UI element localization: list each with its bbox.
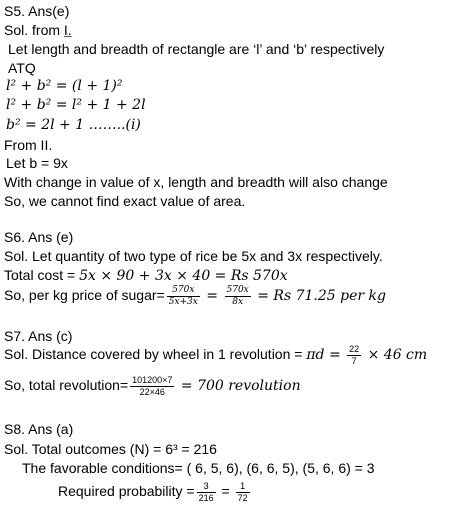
s6-cost-label: Total cost =: [4, 267, 80, 283]
s6-fraction-1: [167, 285, 200, 308]
s6-price-label: So, per kg price of sugar=: [4, 287, 165, 303]
s8-prob-label: Required probability =: [58, 483, 195, 499]
s6-heading: S6. Ans (e): [4, 229, 74, 245]
s8-fraction-1-den: 216: [198, 492, 214, 503]
s8-fraction-2: [236, 481, 250, 504]
s5-let-b: Let b = 9x: [6, 155, 68, 171]
s5-eq2: l² + b² = l² + 1 + 2l: [6, 97, 146, 113]
s6-price-result: Rs 71.25 per kg: [273, 288, 386, 304]
s7-fraction-1-den: 7: [351, 355, 357, 366]
s8-probability-line: Required probability = $\frac{3}{216}$ = $\frac{1}{72}$: [58, 480, 248, 503]
s8-heading: S8. Ans (a): [4, 421, 74, 437]
s7-fraction-1: [347, 344, 361, 367]
s8-fraction-2-den: 72: [237, 492, 248, 503]
s5-eq1: l² + b² = (l + 1)²: [6, 78, 123, 94]
s5-line3: So, we cannot find exact value of area.: [4, 193, 246, 209]
s7-revolution-line: [4, 370, 301, 401]
s7-fraction-2-num: 101200×7: [132, 374, 173, 385]
s7-rev-result: = 700 revolution: [176, 378, 301, 394]
s8-line1: Sol. Total outcomes (N) = 6³ = 216: [4, 441, 217, 457]
s6-fraction-2-den: 8x: [232, 296, 244, 307]
s7-expr1: πd =: [306, 347, 346, 363]
s8-line2: The favorable conditions= ( 6, 5, 6), (6, 6, 5), (5, 6, 6) = 3: [22, 460, 375, 476]
s6-fraction-2-num: 570x: [226, 284, 249, 295]
s7-line1: Sol. Distance covered by wheel in 1 revolution =: [4, 346, 307, 362]
s5-heading: S5. Ans(e): [4, 3, 70, 19]
s5-sol-line: [4, 21, 72, 39]
s7-fraction-1-num: 22: [349, 343, 360, 354]
s5-sol-ref: I.: [63, 22, 72, 38]
s6-fraction-1-num: 570x: [167, 285, 200, 297]
s5-line1: Let length and breadth of rectangle are ‘l’ and ‘b’ respectively: [8, 41, 385, 57]
s5-atq: ATQ: [8, 60, 36, 76]
s6-price-line: So, per kg price of sugar= $\frac{570x}{5x+3x}$ = $\frac{570x}{8x}$ = Rs 71.25 per kg: [4, 284, 386, 307]
s8-fraction-1-num: 3: [197, 481, 216, 493]
s6-cost-expr: 5x × 90 + 3x × 40 = Rs 570x: [79, 268, 288, 284]
s6-line1: Sol. Let quantity of two type of rice be 5x and 3x respectively.: [4, 248, 383, 264]
s8-fraction-2-num: 1: [236, 481, 250, 493]
s5-line2: With change in value of x, length and breadth will also change: [4, 174, 388, 190]
s8-fraction-1: [197, 481, 216, 504]
s5-sol-prefix: Sol. from: [4, 22, 64, 38]
s6-fraction-1-den: 5x+3x: [168, 296, 198, 307]
s7-rev-label: So, total revolution=: [4, 377, 129, 393]
s7-distance-line: [4, 340, 427, 369]
s7-heading: S7. Ans (c): [4, 328, 73, 344]
s7-fraction-2-den: 22×46: [139, 386, 165, 397]
s7-fraction-2: [130, 375, 174, 398]
s5-from2: From II.: [4, 137, 53, 153]
s6-fraction-2: [225, 285, 251, 308]
s5-eq3: b² = 2l + 1 ……..(i): [6, 117, 141, 133]
s7-expr1b: × 46 cm: [363, 347, 428, 363]
